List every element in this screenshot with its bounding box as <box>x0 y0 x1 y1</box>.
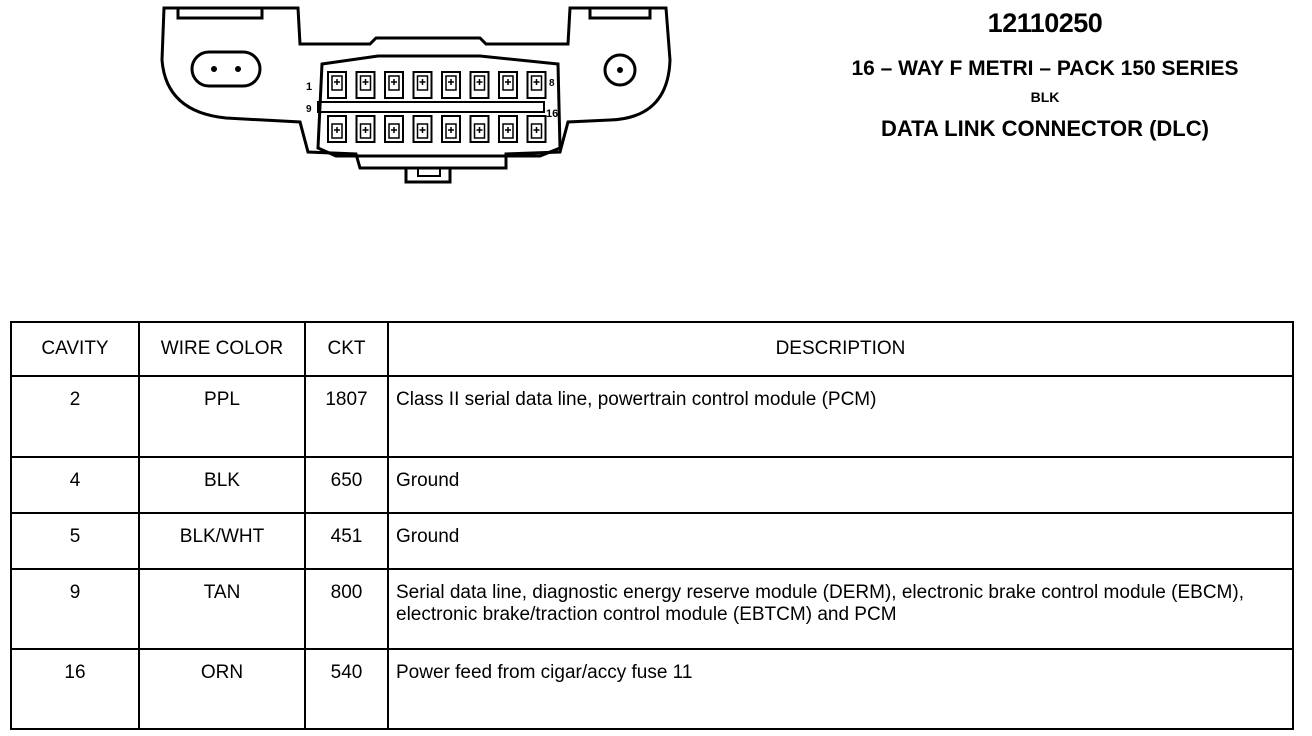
pin-marker <box>448 127 454 133</box>
table-row <box>11 376 1293 457</box>
cell-description: Serial data line, diagnostic energy reserve module (DERM), electronic brake control module (EBCM), electronic brake/traction control module (EBTCM) and PCM <box>388 569 1293 649</box>
pin-marker <box>420 79 426 85</box>
pin-marker <box>334 127 340 133</box>
pin-marker <box>534 79 540 85</box>
part-number: 12110250 <box>987 8 1103 38</box>
pin-label-9: 9 <box>306 104 312 115</box>
header-description: DESCRIPTION <box>388 322 1293 376</box>
pin-marker <box>448 79 454 85</box>
pin-marker <box>505 127 511 133</box>
cell-description: Ground <box>388 513 1293 569</box>
pin-marker <box>477 127 483 133</box>
table-row <box>11 649 1293 729</box>
cell-ckt: 1807 <box>305 376 388 457</box>
header-ckt: CKT <box>305 322 388 376</box>
cell-cavity: 5 <box>11 513 139 569</box>
header-wire-color: WIRE COLOR <box>139 322 305 376</box>
connector-series: 16 – WAY F METRI – PACK 150 SERIES <box>851 57 1239 80</box>
pin-label-1: 1 <box>306 81 313 93</box>
pin-marker <box>363 127 369 133</box>
pin-marker <box>534 127 540 133</box>
pin-label-16: 16 <box>546 108 559 120</box>
cell-wire-color: ORN <box>139 649 305 729</box>
cell-cavity: 9 <box>11 569 139 649</box>
cell-wire-color: BLK <box>139 457 305 513</box>
cell-cavity: 16 <box>11 649 139 729</box>
pin-marker <box>420 127 426 133</box>
pin-marker <box>334 79 340 85</box>
cell-description: Ground <box>388 457 1293 513</box>
cell-wire-color: TAN <box>139 569 305 649</box>
dlc-connector-drawing <box>150 0 680 190</box>
cell-cavity: 2 <box>11 376 139 457</box>
header-cavity: CAVITY <box>11 322 139 376</box>
cell-ckt: 540 <box>305 649 388 729</box>
cell-cavity: 4 <box>11 457 139 513</box>
cell-description: Class II serial data line, powertrain control module (PCM) <box>388 376 1293 457</box>
cell-wire-color: PPL <box>139 376 305 457</box>
table-header-row <box>11 322 1293 376</box>
pin-marker <box>363 79 369 85</box>
cell-ckt: 451 <box>305 513 388 569</box>
connector-color: BLK <box>1030 89 1060 105</box>
table-row <box>11 569 1293 649</box>
pin-marker <box>477 79 483 85</box>
pin-marker <box>391 79 397 85</box>
cell-ckt: 800 <box>305 569 388 649</box>
pin-label-8: 8 <box>549 78 555 89</box>
connector-name: DATA LINK CONNECTOR (DLC) <box>881 116 1209 141</box>
cell-wire-color: BLK/WHT <box>139 513 305 569</box>
pin-marker <box>391 127 397 133</box>
cell-description: Power feed from cigar/accy fuse 11 <box>388 649 1293 729</box>
table-row <box>11 457 1293 513</box>
table-row <box>11 513 1293 569</box>
pin-marker <box>505 79 511 85</box>
cavity-table <box>10 321 1294 730</box>
cell-ckt: 650 <box>305 457 388 513</box>
